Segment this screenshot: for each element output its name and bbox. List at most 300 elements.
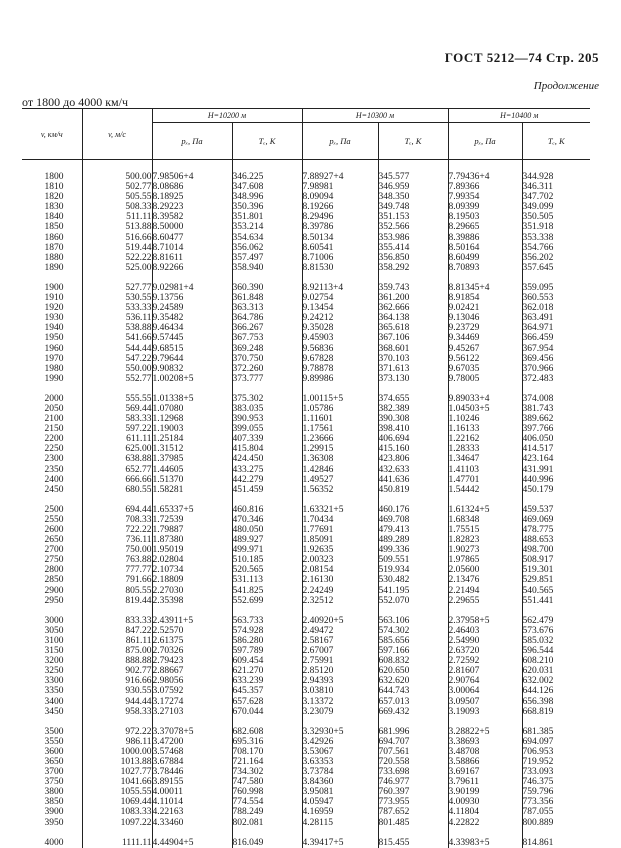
table-cell: 800.889: [522, 818, 590, 828]
table-cell: 531.113: [232, 575, 302, 585]
table-cell: 9.45903: [302, 333, 378, 343]
table-cell: 8.09399: [448, 202, 522, 212]
table-cell: 375.302: [232, 394, 302, 404]
table-cell: 625.00: [82, 444, 152, 454]
table-row: [22, 707, 590, 717]
table-cell: 2.67007: [302, 646, 378, 656]
table-row: [22, 666, 590, 676]
table-cell: 760.397: [378, 787, 448, 797]
table-row: [22, 444, 590, 454]
table-cell: 433.275: [232, 465, 302, 475]
table-cell: 805.55: [82, 586, 152, 596]
table-row: [22, 686, 590, 696]
table-cell: 9.24212: [302, 313, 378, 323]
table-row: [22, 737, 590, 747]
table-cell: 510.185: [232, 555, 302, 565]
table-cell: 1.51370: [152, 475, 232, 485]
table-cell: 9.13454: [302, 303, 378, 313]
table-cell: 2.49472: [302, 626, 378, 636]
table-cell: 423.164: [522, 454, 590, 464]
table-row: [22, 354, 590, 364]
table-row: [22, 182, 590, 192]
table-cell: 489.927: [232, 535, 302, 545]
table-cell: 1.10246: [448, 414, 522, 424]
table-cell: 3.78446: [152, 767, 232, 777]
table-cell: 1.42846: [302, 465, 378, 475]
table-cell: 573.676: [522, 626, 590, 636]
table-cell: 2700: [44, 545, 64, 556]
table-cell: 1870: [44, 242, 64, 253]
table-cell: 544.44: [82, 344, 152, 354]
table-cell: 4.22163: [152, 807, 232, 817]
table-cell: 2800: [44, 565, 64, 576]
table-cell: 3950: [44, 817, 64, 828]
table-row: [22, 515, 590, 525]
table-cell: 525.00: [82, 263, 152, 273]
table-cell: 3.58866: [448, 757, 522, 767]
table-cell: 2.00323: [302, 555, 378, 565]
table-cell: 1.97865: [448, 555, 522, 565]
table-cell: 7.89366: [448, 182, 522, 192]
table-cell: 632.002: [522, 676, 590, 686]
table-cell: 8.92113+4: [302, 283, 378, 293]
table-row: [22, 535, 590, 545]
table-cell: 1.36308: [302, 454, 378, 464]
table-cell: 9.89033+4: [448, 394, 522, 404]
table-cell: 734.302: [232, 767, 302, 777]
table-cell: 350.396: [232, 202, 302, 212]
table-cell: 488.653: [522, 535, 590, 545]
table-cell: 8.29496: [302, 212, 378, 222]
table-cell: 719.952: [522, 757, 590, 767]
table-cell: 9.56122: [448, 354, 522, 364]
table-cell: 750.00: [82, 545, 152, 555]
table-cell: 508.917: [522, 555, 590, 565]
table-cell: 547.22: [82, 354, 152, 364]
table-cell: 861.11: [82, 636, 152, 646]
table-cell: 8.08686: [152, 182, 232, 192]
table-cell: 3.32930+5: [302, 727, 378, 737]
table-cell: 370.103: [378, 354, 448, 364]
table-cell: 551.441: [522, 596, 590, 606]
table-cell: 777.77: [82, 565, 152, 575]
table-cell: 586.280: [232, 636, 302, 646]
table-cell: 368.601: [378, 344, 448, 354]
table-cell: 1111.11: [82, 838, 152, 848]
table-cell: 451.459: [232, 485, 302, 495]
table-row: [22, 555, 590, 565]
table-cell: 694.707: [378, 737, 448, 747]
table-cell: 1.70434: [302, 515, 378, 525]
table-row: [22, 160, 590, 183]
table-cell: 478.775: [522, 525, 590, 535]
table-cell: 668.819: [522, 707, 590, 717]
table-row: [22, 253, 590, 263]
table-cell: 9.35482: [152, 313, 232, 323]
table-row: [22, 404, 590, 414]
table-cell: 9.78005: [448, 374, 522, 384]
table-cell: 415.160: [378, 444, 448, 454]
table-cell: 2.16130: [302, 575, 378, 585]
table-cell: 347.608: [232, 182, 302, 192]
table-cell: 3.79611: [448, 777, 522, 787]
table-cell: 1810: [44, 182, 64, 193]
table-cell: 360.390: [232, 283, 302, 293]
table-cell: 519.934: [378, 565, 448, 575]
header-altitude-1: H=10200 м: [152, 109, 302, 123]
table-cell: 352.566: [378, 222, 448, 232]
table-cell: 1083.33: [82, 807, 152, 817]
table-cell: 4.00011: [152, 787, 232, 797]
table-cell: 608.832: [378, 656, 448, 666]
table-cell: 638.88: [82, 454, 152, 464]
table-cell: 346.959: [378, 182, 448, 192]
table-cell: 2.35398: [152, 596, 232, 606]
header-v-ms: v, м/с: [82, 109, 152, 160]
table-cell: 513.88: [82, 222, 152, 232]
table-cell: 1960: [44, 343, 64, 354]
table-cell: 345.577: [378, 160, 448, 183]
table-cell: 3050: [44, 625, 64, 636]
table-cell: 361.200: [378, 293, 448, 303]
table-cell: 348.350: [378, 192, 448, 202]
table-row: [22, 394, 590, 404]
table-cell: 1.22162: [448, 434, 522, 444]
table-cell: 3300: [44, 676, 64, 687]
table-cell: 353.214: [232, 222, 302, 232]
table-cell: 3.53067: [302, 747, 378, 757]
table-row: [22, 364, 590, 374]
table-cell: 773.955: [378, 797, 448, 807]
table-cell: 4.39417+5: [302, 838, 378, 848]
table-cell: 3.48708: [448, 747, 522, 757]
table-cell: 370.966: [522, 364, 590, 374]
table-cell: 440.996: [522, 475, 590, 485]
table-cell: 555.55: [82, 394, 152, 404]
table-cell: 1830: [44, 202, 64, 213]
table-cell: 1.58281: [152, 485, 232, 495]
table-cell: 3900: [44, 807, 64, 818]
table-cell: 2.52570: [152, 626, 232, 636]
table-cell: 541.66: [82, 333, 152, 343]
table-cell: 4.05947: [302, 797, 378, 807]
table-cell: 888.88: [82, 656, 152, 666]
table-cell: 787.055: [522, 807, 590, 817]
table-cell: 373.130: [378, 374, 448, 384]
table-row: [22, 374, 590, 384]
table-row: [22, 485, 590, 495]
table-cell: 9.35028: [302, 323, 378, 333]
table-row: [22, 838, 590, 848]
table-cell: 2.37958+5: [448, 616, 522, 626]
table-cell: 364.971: [522, 323, 590, 333]
table-cell: 574.302: [378, 626, 448, 636]
table-cell: 367.954: [522, 344, 590, 354]
table-cell: 2850: [44, 575, 64, 586]
table-cell: 1.44605: [152, 465, 232, 475]
table-cell: 4.22822: [448, 818, 522, 828]
table-cell: 1.31512: [152, 444, 232, 454]
table-row: [22, 525, 590, 535]
table-cell: 423.806: [378, 454, 448, 464]
table-cell: 2.81607: [448, 666, 522, 676]
table-cell: 431.991: [522, 465, 590, 475]
table-cell: 522.22: [82, 253, 152, 263]
table-cell: 2.21494: [448, 586, 522, 596]
table-cell: 597.22: [82, 424, 152, 434]
table-cell: 354.766: [522, 243, 590, 253]
table-cell: 9.13756: [152, 293, 232, 303]
table-cell: 1.49527: [302, 475, 378, 485]
table-cell: 1.00208+5: [152, 374, 232, 384]
table-cell: 657.013: [378, 697, 448, 707]
table-cell: 381.743: [522, 404, 590, 414]
table-cell: 608.210: [522, 656, 590, 666]
table-cell: 1.61324+5: [448, 505, 522, 515]
table-cell: 9.02754: [302, 293, 378, 303]
table-cell: 1.29915: [302, 444, 378, 454]
table-row: [22, 283, 590, 293]
table-cell: 695.316: [232, 737, 302, 747]
table-cell: 8.18925: [152, 192, 232, 202]
table-cell: 3200: [44, 656, 64, 667]
table-cell: 670.044: [232, 707, 302, 717]
table-cell: 1920: [44, 303, 64, 314]
table-cell: 3850: [44, 797, 64, 808]
table-cell: 505.55: [82, 192, 152, 202]
table-cell: 350.505: [522, 212, 590, 222]
table-cell: 2.98056: [152, 676, 232, 686]
table-row: [22, 454, 590, 464]
table-cell: 656.398: [522, 697, 590, 707]
table-cell: 2.13476: [448, 575, 522, 585]
table-cell: 442.279: [232, 475, 302, 485]
table-cell: 1.90273: [448, 545, 522, 555]
table-cell: 9.02981+4: [152, 283, 232, 293]
table-cell: 390.308: [378, 414, 448, 424]
table-cell: 8.29223: [152, 202, 232, 212]
table-cell: 585.656: [378, 636, 448, 646]
table-row: [22, 222, 590, 232]
table-cell: 759.796: [522, 787, 590, 797]
header-altitude-2: H=10300 м: [302, 109, 448, 123]
table-cell: 372.260: [232, 364, 302, 374]
table-row: [22, 565, 590, 575]
table-cell: 4.16959: [302, 807, 378, 817]
table-cell: 1.92635: [302, 545, 378, 555]
table-cell: 2550: [44, 514, 64, 525]
table-cell: 2350: [44, 464, 64, 475]
table-cell: 358.940: [232, 263, 302, 273]
table-cell: 3.07592: [152, 686, 232, 696]
header-temp-1: Tₑ, К: [232, 123, 302, 160]
header-pressure-3: pₓ, Па: [448, 123, 522, 160]
group-spacer: [22, 273, 590, 283]
table-cell: 7.98981: [302, 182, 378, 192]
table-cell: 2750: [44, 555, 64, 566]
table-cell: 1940: [44, 323, 64, 334]
table-cell: 1.77691: [302, 525, 378, 535]
table-cell: 1.12968: [152, 414, 232, 424]
table-cell: 3100: [44, 635, 64, 646]
table-cell: 480.050: [232, 525, 302, 535]
table-cell: 1840: [44, 212, 64, 223]
table-row: [22, 424, 590, 434]
table-cell: 351.153: [378, 212, 448, 222]
table-cell: 2.10734: [152, 565, 232, 575]
table-row: [22, 807, 590, 817]
table-cell: 470.346: [232, 515, 302, 525]
table-row: [22, 212, 590, 222]
table-cell: 1000.00: [82, 747, 152, 757]
table-cell: 916.66: [82, 676, 152, 686]
table-cell: 746.375: [522, 777, 590, 787]
table-row: [22, 465, 590, 475]
table-cell: 2.08154: [302, 565, 378, 575]
table-cell: 9.79644: [152, 354, 232, 364]
table-cell: 355.414: [378, 243, 448, 253]
table-row: [22, 414, 590, 424]
table-cell: 9.45267: [448, 344, 522, 354]
table-cell: 3.84360: [302, 777, 378, 787]
table-cell: 424.450: [232, 454, 302, 464]
table-cell: 367.753: [232, 333, 302, 343]
table-cell: 682.608: [232, 727, 302, 737]
table-cell: 2.02804: [152, 555, 232, 565]
table-cell: 366.459: [522, 333, 590, 343]
table-cell: 657.628: [232, 697, 302, 707]
header-temp-3: Tₑ, К: [522, 123, 590, 160]
table-cell: 3.63353: [302, 757, 378, 767]
table-cell: 722.22: [82, 525, 152, 535]
table-cell: 1.41103: [448, 465, 522, 475]
table-cell: 3.90199: [448, 787, 522, 797]
table-cell: 541.195: [378, 586, 448, 596]
table-cell: 519.44: [82, 243, 152, 253]
table-cell: 2.88667: [152, 666, 232, 676]
table-row: [22, 656, 590, 666]
table-cell: 1.17561: [302, 424, 378, 434]
table-row: [22, 293, 590, 303]
table-cell: 390.953: [232, 414, 302, 424]
group-spacer: [22, 495, 590, 505]
table-cell: 9.23729: [448, 323, 522, 333]
table-cell: 736.11: [82, 535, 152, 545]
table-cell: 2600: [44, 525, 64, 535]
table-cell: 680.55: [82, 485, 152, 495]
table-cell: 2950: [44, 595, 64, 606]
table-cell: 502.77: [82, 182, 152, 192]
table-cell: 2200: [44, 434, 64, 445]
table-cell: 2050: [44, 403, 64, 414]
table-cell: 541.825: [232, 586, 302, 596]
table-cell: 374.008: [522, 394, 590, 404]
table-cell: 2900: [44, 585, 64, 596]
table-cell: 1.19003: [152, 424, 232, 434]
table-cell: 530.55: [82, 293, 152, 303]
table-cell: 366.267: [232, 323, 302, 333]
table-cell: 787.652: [378, 807, 448, 817]
table-cell: 2.61375: [152, 636, 232, 646]
table-cell: 2000: [44, 393, 64, 404]
table-cell: 2.27030: [152, 586, 232, 596]
table-cell: 8.39786: [302, 222, 378, 232]
table-cell: 3750: [44, 777, 64, 788]
table-cell: 349.099: [522, 202, 590, 212]
table-cell: 1.23666: [302, 434, 378, 444]
table-cell: 2100: [44, 414, 64, 425]
table-cell: 847.22: [82, 626, 152, 636]
table-cell: 1.11601: [302, 414, 378, 424]
table-cell: 4.11804: [448, 807, 522, 817]
table-cell: 1980: [44, 363, 64, 374]
table-cell: 2250: [44, 444, 64, 455]
table-cell: 569.44: [82, 404, 152, 414]
table-cell: 833.33: [82, 616, 152, 626]
table-cell: 516.66: [82, 233, 152, 243]
table-cell: 499.971: [232, 545, 302, 555]
table-cell: 1990: [44, 373, 64, 384]
table-cell: 2.58167: [302, 636, 378, 646]
table-cell: 1880: [44, 252, 64, 263]
table-cell: 763.88: [82, 555, 152, 565]
table-cell: 2.46403: [448, 626, 522, 636]
table-cell: 459.537: [522, 505, 590, 515]
table-cell: 509.551: [378, 555, 448, 565]
table-cell: 694.44: [82, 505, 152, 515]
table-cell: 7.99354: [448, 192, 522, 202]
table-cell: 3250: [44, 666, 64, 677]
table-row: [22, 676, 590, 686]
table-cell: 460.176: [378, 505, 448, 515]
table-cell: 520.565: [232, 565, 302, 575]
table-cell: 2300: [44, 454, 64, 465]
table-cell: 370.750: [232, 354, 302, 364]
header-v-kmh: v, км/ч: [22, 109, 82, 160]
speed-range-caption: от 1800 до 4000 км/ч: [22, 95, 128, 109]
table-cell: 563.106: [378, 616, 448, 626]
group-spacer: [22, 717, 590, 727]
table-cell: 2.43911+5: [152, 616, 232, 626]
table-cell: 562.479: [522, 616, 590, 626]
table-cell: 361.848: [232, 293, 302, 303]
table-cell: 3000: [44, 615, 64, 626]
table-cell: 8.19503: [448, 212, 522, 222]
table-cell: 3.95081: [302, 787, 378, 797]
table-cell: 1097.22: [82, 818, 152, 828]
table-cell: 4.00930: [448, 797, 522, 807]
table-cell: 644.126: [522, 686, 590, 696]
table-cell: 986.11: [82, 737, 152, 747]
table-row: [22, 626, 590, 636]
table-cell: 4.44904+5: [152, 838, 232, 848]
table-cell: 2650: [44, 535, 64, 546]
table-cell: 8.71014: [152, 243, 232, 253]
table-cell: 2.29655: [448, 596, 522, 606]
table-cell: 9.34469: [448, 333, 522, 343]
table-cell: 9.46434: [152, 323, 232, 333]
table-cell: 353.338: [522, 233, 590, 243]
table-cell: 406.694: [378, 434, 448, 444]
group-spacer: [22, 384, 590, 394]
table-cell: 374.655: [378, 394, 448, 404]
table-cell: 373.777: [232, 374, 302, 384]
table-cell: 621.270: [232, 666, 302, 676]
table-cell: 1.87380: [152, 535, 232, 545]
table-cell: 1.05786: [302, 404, 378, 414]
table-cell: 8.19266: [302, 202, 378, 212]
table-row: [22, 313, 590, 323]
